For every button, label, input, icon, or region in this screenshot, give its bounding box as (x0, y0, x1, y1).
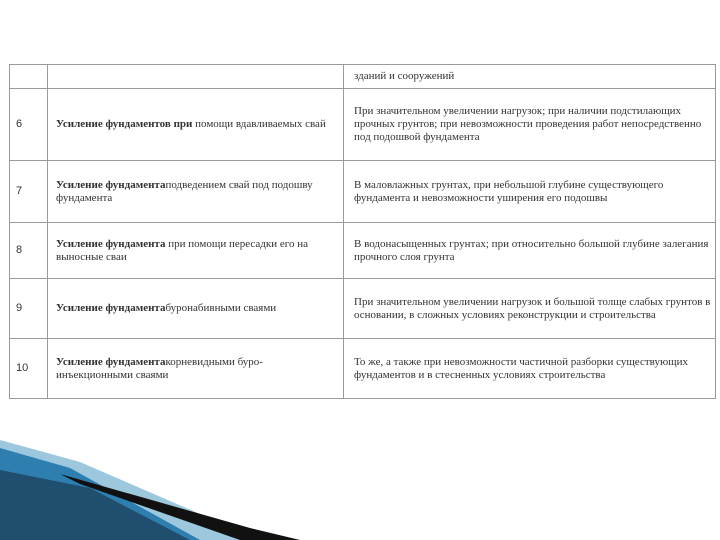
method-bold: Усиление фундамента (56, 178, 166, 191)
table-row (10, 161, 716, 223)
method-bold: Усиление фундамента (56, 302, 166, 314)
condition-cell: При значительном увеличении нагрузок; при наличии подстилающих прочных грунтов; при невозможности проведения работ непосредственно под подошвой фундамента (344, 89, 716, 161)
method-cell (48, 279, 344, 339)
header-condition-cell: зданий и сооружений (344, 65, 716, 89)
method-bold: Усиление фундамента (56, 355, 166, 368)
condition-cell: В водонасыщенных грунтах; при относительно большой глубине залегания прочного слоя грунта (344, 223, 716, 279)
condition-cell: В маловлажных грунтах, при небольшой глубине существующего фундамента и невозможности уширения его подошвы (344, 161, 716, 223)
method-rest: буронабивными сваями (165, 302, 277, 314)
row-number: 10 (10, 339, 48, 399)
method-rest: корневидными буро-инъекционными сваями (56, 355, 263, 381)
header-number-cell (10, 65, 48, 89)
table-header-row (10, 65, 716, 89)
row-number: 7 (10, 161, 48, 223)
condition-cell: То же, а также при невозможности частичной разборки существующих фундаментов и в стесненных условиях строительства (344, 339, 716, 399)
method-rest: при помощи пересадки его на выносные сваи (56, 237, 309, 263)
header-method-cell (48, 65, 344, 89)
condition-cell: При значительном увеличении нагрузок и большой толще слабых грунтов в основании, в сложных условиях реконструкции и строительства (344, 279, 716, 339)
row-number: 9 (10, 279, 48, 339)
method-cell (48, 223, 344, 279)
table-row (10, 89, 716, 161)
method-bold: Усиление фундаментов при (56, 118, 193, 130)
method-cell (48, 89, 344, 161)
method-cell (48, 339, 344, 399)
table-row (10, 223, 716, 279)
row-number: 6 (10, 89, 48, 161)
foundation-strengthening-table (9, 64, 716, 399)
method-rest: помощи вдавливаемых свай (192, 118, 326, 130)
row-number: 8 (10, 223, 48, 279)
slide-corner-decoration (0, 440, 720, 540)
method-bold: Усиление фундамента (56, 237, 166, 250)
table-row (10, 339, 716, 399)
table-row (10, 279, 716, 339)
method-cell (48, 161, 344, 223)
foundation-table-container (9, 64, 716, 399)
method-rest: подведением свай под подошву фундамента (56, 178, 313, 204)
